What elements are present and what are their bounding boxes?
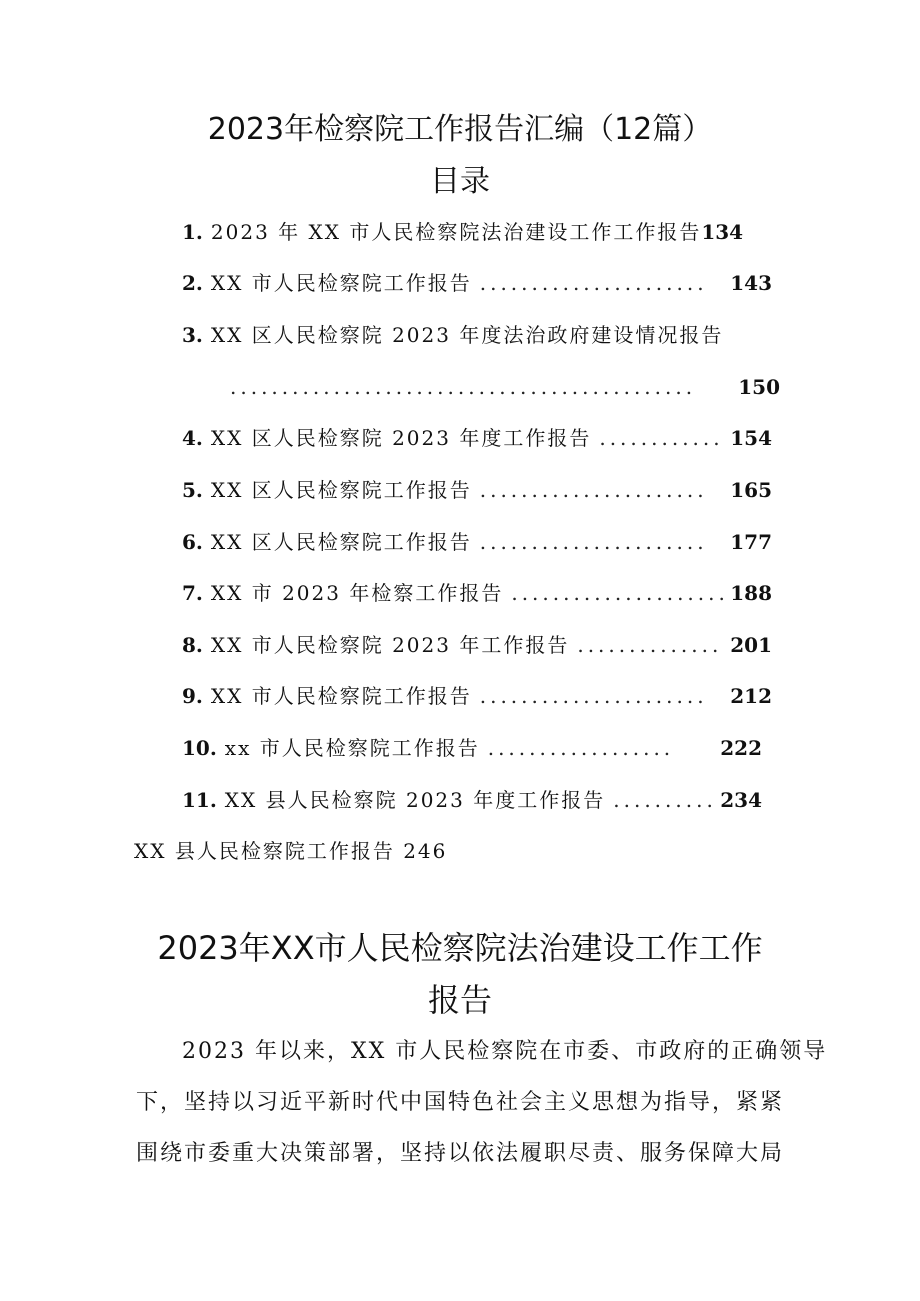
toc-entry[interactable] — [182, 217, 744, 247]
toc-entry[interactable] — [182, 785, 762, 815]
toc-entry-title: XX 区人民检察院 2023 年度工作报告 — [210, 426, 592, 450]
toc-entry-page: 177 — [730, 530, 772, 554]
toc-entry-number: 1. — [182, 220, 203, 244]
toc-leader-dots: .................. — [487, 736, 675, 760]
toc-entry-title: XX 区人民检察院工作报告 — [210, 530, 472, 554]
toc-entry-page: 222 — [720, 736, 762, 760]
toc-entry-page: 150 — [738, 375, 780, 399]
toc-entry-number: 10. — [182, 736, 217, 760]
toc-entry-page: 188 — [730, 581, 772, 605]
toc-entry[interactable] — [182, 630, 772, 660]
toc-entry[interactable] — [182, 681, 772, 711]
toc-entry-page: 154 — [730, 426, 772, 450]
toc-entry-title: XX 县人民检察院工作报告 246 — [134, 839, 448, 863]
toc-entry-page: 201 — [730, 633, 772, 657]
toc-entry-page: 143 — [730, 271, 772, 295]
toc-entry-number: 9. — [182, 684, 203, 708]
toc-entry-title: XX 市 2023 年检察工作报告 — [210, 581, 504, 605]
section-title: 2023年XX市人民检察院法治建设工作工作 — [157, 929, 763, 967]
toc-entry[interactable] — [182, 578, 772, 608]
toc-leader-dots: ...................... — [479, 271, 708, 295]
toc-entry-title: XX 区人民检察院工作报告 — [210, 478, 472, 502]
toc-entry-title: XX 县人民检察院 2023 年度工作报告 — [224, 788, 606, 812]
toc-entry[interactable] — [182, 423, 772, 453]
section-title-continued: 报告 — [427, 981, 492, 1019]
toc-leader-dots: ..................... — [511, 581, 729, 605]
toc-leader-dots: .......... — [613, 788, 717, 812]
toc-entry-page: 234 — [720, 788, 762, 812]
toc-entry-number: 7. — [182, 581, 203, 605]
toc-entry-page: 212 — [730, 684, 772, 708]
toc-entry-number: 2. — [182, 271, 203, 295]
toc-entry-title: XX 市人民检察院 2023 年工作报告 — [210, 633, 570, 657]
toc-entry-title: XX 区人民检察院 2023 年度法治政府建设情况报告 — [210, 323, 724, 347]
toc-entry[interactable] — [134, 836, 454, 866]
toc-entry[interactable] — [182, 475, 772, 505]
toc-entry-number: 3. — [182, 323, 203, 347]
toc-entry-title: 2023 年 XX 市人民检察院法治建设工作工作报告 — [210, 220, 702, 244]
paragraph-line: 围绕市委重大决策部署，坚持以依法履职尽责、服务保障大局 — [136, 1141, 785, 1166]
toc-entry-title: xx 市人民检察院工作报告 — [224, 736, 480, 760]
toc-leader-dots: ...................... — [479, 684, 708, 708]
toc-leader-dots: ............ — [599, 426, 724, 450]
toc-leader-dots: .............. — [577, 633, 723, 657]
toc-entry[interactable] — [182, 733, 762, 763]
toc-entry-number: 5. — [182, 478, 203, 502]
toc-entry-number: 4. — [182, 426, 203, 450]
toc-entry-number: 8. — [182, 633, 203, 657]
toc-leader-dots: ...................... — [479, 478, 708, 502]
paragraph-line: 2023 年以来，XX 市人民检察院在市委、市政府的正确领导 — [182, 1039, 828, 1064]
paragraph-line: 下，坚持以习近平新时代中国特色社会主义思想为指导，紧紧 — [136, 1090, 785, 1115]
toc-entry-continuation[interactable] — [230, 372, 780, 402]
toc-entry-title: XX 市人民检察院工作报告 — [210, 684, 472, 708]
toc-heading: 目录 — [430, 164, 490, 199]
toc-leader-dots: ............................................. — [230, 375, 697, 399]
toc-entry[interactable] — [182, 320, 742, 350]
toc-entry-page: 165 — [730, 478, 772, 502]
toc-entry-number: 6. — [182, 530, 203, 554]
document-title: 2023年检察院工作报告汇编（12篇） — [207, 112, 713, 147]
toc-entry-number: 11. — [182, 788, 217, 812]
toc-entry-page: 134 — [701, 220, 744, 244]
toc-entry[interactable] — [182, 268, 772, 298]
toc-entry[interactable] — [182, 527, 772, 557]
toc-leader-dots: ...................... — [479, 530, 708, 554]
toc-entry-title: XX 市人民检察院工作报告 — [210, 271, 472, 295]
